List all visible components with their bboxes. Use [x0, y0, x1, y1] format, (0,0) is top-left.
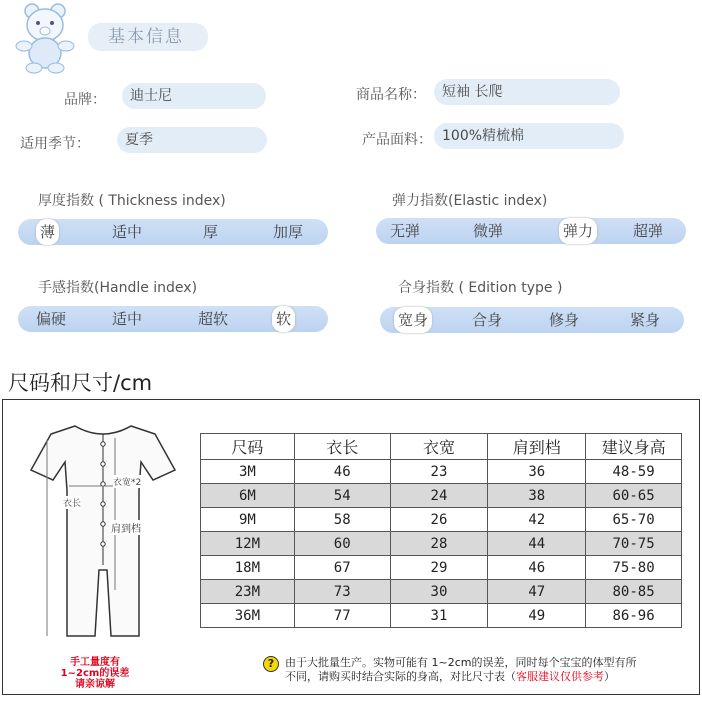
thickness-index-scale [18, 219, 328, 245]
table-cell: 70-75 [586, 532, 682, 556]
edition-option: 修身 [549, 311, 580, 329]
shoulder-label: 肩到档 [111, 520, 141, 535]
question-icon: ? [263, 656, 279, 672]
table-header-cell: 肩到档 [488, 434, 586, 460]
handle-option: 偏硬 [36, 310, 67, 328]
table-cell: 28 [390, 532, 488, 556]
table-row [201, 460, 682, 484]
table-cell: 73 [294, 580, 390, 604]
table-cell: 31 [390, 604, 488, 628]
elastic-option: 无弹 [390, 222, 421, 240]
table-cell: 80-85 [586, 580, 682, 604]
table-cell: 12M [201, 532, 295, 556]
bottom-note-line [285, 670, 697, 684]
width-label: 衣宽*2 [113, 475, 141, 488]
table-cell: 23 [390, 460, 488, 484]
thickness-option: 加厚 [273, 223, 304, 241]
bottom-note [285, 656, 697, 684]
thickness-option: 厚 [203, 223, 219, 241]
handle-option: 超软 [198, 310, 229, 328]
table-cell: 54 [294, 484, 390, 508]
edition-option: 紧身 [630, 311, 661, 329]
table-cell: 23M [201, 580, 295, 604]
edition-index-title: 合身指数 ( Edition type ) [398, 280, 563, 296]
table-cell: 67 [294, 556, 390, 580]
table-cell: 6M [201, 484, 295, 508]
table-cell: 18M [201, 556, 295, 580]
elastic-index-title: 弹力指数(Elastic index) [392, 193, 548, 209]
table-cell: 9M [201, 508, 295, 532]
table-cell: 86-96 [586, 604, 682, 628]
bottom-note-line: 由于大批量生产。实物可能有 1~2cm的误差，同时每个宝宝的体型有所 [285, 656, 637, 669]
brand-label: 品牌： [64, 92, 106, 108]
table-header-cell: 建议身高 [586, 434, 682, 460]
handle-option: 软 [272, 306, 295, 332]
elastic-option: 超弹 [633, 222, 664, 240]
fabric-label: 产品面料： [362, 132, 432, 148]
section-title-basic-info: 基本信息 [88, 23, 208, 51]
table-cell: 3M [201, 460, 295, 484]
size-section-title: 尺码和尺寸/cm [8, 371, 153, 395]
length-label: 衣长 [63, 496, 81, 509]
handle-index-title: 手感指数(Handle index) [38, 280, 198, 296]
thickness-option: 适中 [112, 223, 143, 241]
error-note-line: 请亲谅解 [75, 679, 115, 690]
edition-index-scale [380, 307, 684, 333]
fabric-value: 100%精梳棉 [434, 123, 624, 149]
size-chart-frame [2, 399, 700, 695]
table-cell: 75-80 [586, 556, 682, 580]
table-cell: 29 [390, 556, 488, 580]
size-table [200, 433, 682, 628]
table-cell: 60 [294, 532, 390, 556]
edition-option: 合身 [472, 311, 503, 329]
table-cell: 60-65 [586, 484, 682, 508]
handle-option: 适中 [112, 310, 143, 328]
table-cell: 42 [488, 508, 586, 532]
product-name-label: 商品名称： [356, 87, 426, 103]
table-cell: 47 [488, 580, 586, 604]
table-cell: 30 [390, 580, 488, 604]
table-cell: 46 [294, 460, 390, 484]
season-label: 适用季节： [20, 136, 90, 152]
bottom-note-end: ） [604, 670, 615, 683]
table-cell: 38 [488, 484, 586, 508]
thickness-index-title: 厚度指数 ( Thickness index) [38, 193, 226, 209]
measurement-error-note [41, 657, 149, 690]
product-name-value: 短袖 长爬 [434, 79, 620, 105]
table-cell: 36M [201, 604, 295, 628]
table-cell: 44 [488, 532, 586, 556]
error-note-line: 手工量度有 [70, 657, 120, 668]
thickness-option: 薄 [36, 219, 59, 245]
table-cell: 49 [488, 604, 586, 628]
table-header-cell: 衣宽 [390, 434, 488, 460]
season-value: 夏季 [117, 127, 267, 153]
error-note-line: 1~2cm的误差 [60, 668, 130, 679]
table-cell: 24 [390, 484, 488, 508]
romper-diagram [23, 420, 183, 644]
table-cell: 77 [294, 604, 390, 628]
bottom-note-text: 不同，请购买时结合实际的身高，对比尺寸表（ [285, 670, 516, 683]
table-cell: 36 [488, 460, 586, 484]
edition-option: 宽身 [394, 307, 432, 333]
elastic-index-scale [376, 218, 686, 244]
table-header-row [201, 434, 682, 460]
bottom-note-red: 客服建议仅供参考 [516, 670, 604, 683]
table-row [201, 484, 682, 508]
table-cell: 26 [390, 508, 488, 532]
table-cell: 48-59 [586, 460, 682, 484]
elastic-option: 弹力 [559, 218, 597, 244]
table-row [201, 580, 682, 604]
handle-index-scale [18, 306, 328, 332]
elastic-option: 微弹 [473, 222, 504, 240]
table-cell: 65-70 [586, 508, 682, 532]
table-row [201, 532, 682, 556]
table-row [201, 604, 682, 628]
table-row [201, 556, 682, 580]
table-cell: 46 [488, 556, 586, 580]
bear-logo-icon [12, 2, 78, 74]
table-cell: 58 [294, 508, 390, 532]
table-row [201, 508, 682, 532]
table-header-cell: 尺码 [201, 434, 295, 460]
table-header-cell: 衣长 [294, 434, 390, 460]
brand-value: 迪士尼 [122, 83, 266, 109]
